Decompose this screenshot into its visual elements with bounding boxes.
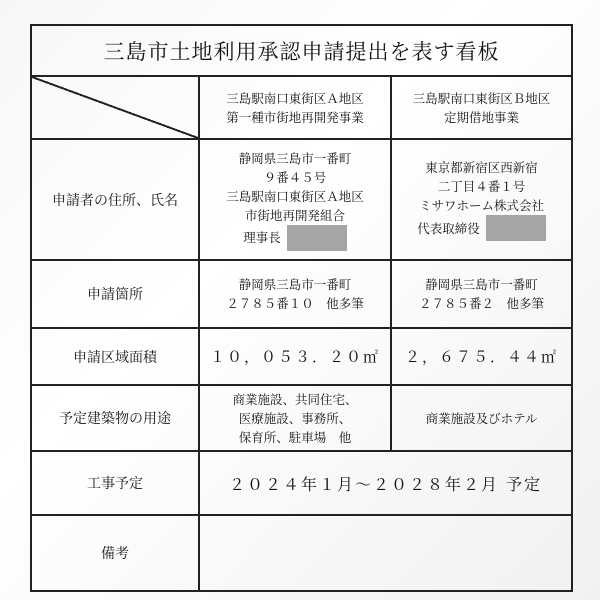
applicant-b-line: 二丁目４番１号 <box>437 179 526 194</box>
district-b-project: 定期借地事業 <box>444 109 520 125</box>
location-a-cell <box>199 260 391 328</box>
redacted-name-block <box>287 225 347 251</box>
use-a-line: 医療施設、事務所、 <box>238 410 352 426</box>
district-b-name: 三島駅南口東街区Ｂ地区 <box>412 90 551 106</box>
applicant-b-title: 代表取締役 <box>417 220 480 236</box>
location-row <box>31 260 572 328</box>
area-label: 申請区域面積 <box>31 328 199 385</box>
schedule-row <box>31 451 572 515</box>
diagonal-header-cell <box>31 76 199 139</box>
area-a-value: １０，０５３．２０㎡ <box>199 328 391 385</box>
location-a-line: ２７８５番１０ 他多筆 <box>226 296 364 311</box>
use-row <box>31 385 572 451</box>
schedule-label: 工事予定 <box>31 451 199 515</box>
title-row <box>31 25 572 76</box>
applicant-a-cell <box>199 139 391 260</box>
use-label: 予定建築物の用途 <box>31 385 199 451</box>
application-table <box>30 24 573 592</box>
applicant-a-line: 市街地再開発組合 <box>244 207 345 223</box>
applicant-b-line: 東京都新宿区西新宿 <box>425 160 538 175</box>
district-a-project: 第一種市街地再開発事業 <box>226 109 364 125</box>
district-a-name: 三島駅南口東街区Ａ地区 <box>226 90 364 106</box>
location-b-line: ２７８５番２ 他多筆 <box>419 296 545 311</box>
redacted-name-block <box>486 215 546 241</box>
applicant-a-line: ９番４５号 <box>263 169 327 185</box>
applicant-b-signatory <box>417 215 546 241</box>
applicant-a-signatory <box>243 225 347 251</box>
applicant-a-line: 三島駅南口東街区Ａ地区 <box>226 188 364 204</box>
applicant-a-line: 静岡県三島市一番町 <box>238 150 352 166</box>
applicant-row <box>31 139 572 260</box>
remarks-value <box>199 515 572 591</box>
district-a-header <box>199 76 391 139</box>
use-b-value: 商業施設及びホテル <box>391 385 572 451</box>
use-a-line: 商業施設、共同住宅、 <box>232 391 358 407</box>
header-row <box>31 76 572 139</box>
applicant-b-line: ミサワホーム株式会社 <box>419 198 545 213</box>
applicant-b-cell <box>391 139 572 260</box>
location-a-line: 静岡県三島市一番町 <box>238 277 352 292</box>
location-b-line: 静岡県三島市一番町 <box>425 277 538 292</box>
district-b-header <box>391 76 572 139</box>
schedule-value: ２０２４年１月～２０２８年２月 予定 <box>199 451 572 515</box>
remarks-row <box>31 515 572 591</box>
applicant-a-title: 理事長 <box>243 230 281 245</box>
sign-title: 三島市土地利用承認申請提出を表す看板 <box>31 25 572 76</box>
use-a-cell <box>199 385 391 451</box>
location-b-cell <box>391 260 572 328</box>
applicant-label: 申請者の住所、氏名 <box>31 139 199 260</box>
area-b-value: ２，６７５．４４㎡ <box>391 328 572 385</box>
location-label: 申請箇所 <box>31 260 199 328</box>
use-a-line: 保育所、駐車場 他 <box>238 429 352 445</box>
area-row <box>31 328 572 385</box>
remarks-label: 備考 <box>31 515 199 591</box>
